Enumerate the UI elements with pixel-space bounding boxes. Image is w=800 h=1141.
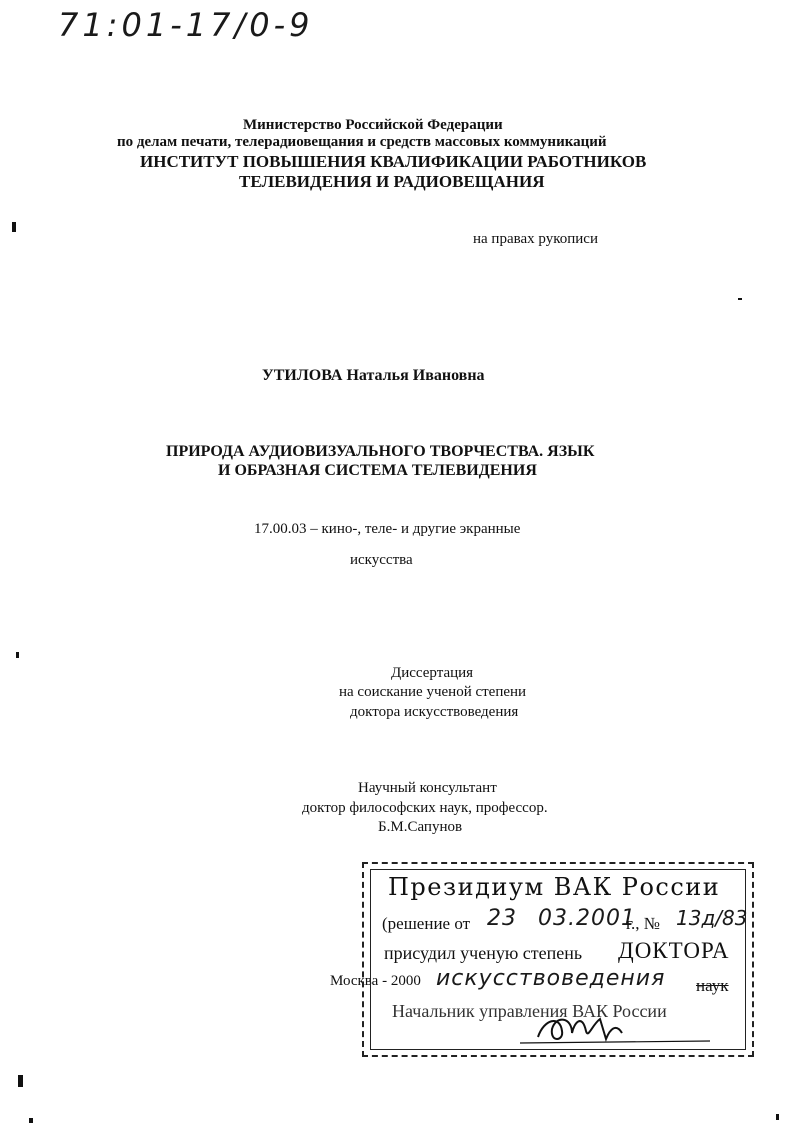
manuscript-rights: на правах рукописи: [473, 231, 598, 247]
degree-line-3: доктора искусствоведения: [350, 704, 519, 720]
degree-line-2: на соискание ученой степени: [339, 684, 527, 700]
institute-line-1: ИНСТИТУТ ПОВЫШЕНИЯ КВАЛИФИКАЦИИ РАБОТНИКОВ: [140, 152, 647, 171]
scan-speck: [776, 1114, 779, 1120]
stamp-decision-prefix: (решение от: [382, 914, 471, 933]
stamp-decision-date: 03.2001: [538, 906, 636, 931]
degree-line-1: Диссертация: [391, 665, 474, 681]
author-name: УТИЛОВА Наталья Ивановна: [262, 367, 485, 384]
stamp-decision-mid: г., №: [626, 914, 661, 933]
ministry-line-1: Министерство Российской Федерации: [243, 117, 503, 133]
stamp-degree: ДОКТОРА: [618, 938, 730, 963]
stamp-title: Президиум ВАК России: [388, 873, 721, 901]
scan-speck: [29, 1118, 33, 1123]
city-year: Москва - 2000: [330, 973, 421, 989]
consultant-label: Научный консультант: [358, 780, 497, 796]
stamp-awarded: присудил ученую степень: [384, 943, 583, 963]
stamp-signature: [510, 995, 720, 1050]
stamp-decision-number: 13д/83: [676, 906, 748, 930]
consultant-credentials: доктор философских наук, профессор.: [302, 800, 548, 816]
stamp-field-handwritten: искусствоведения: [436, 966, 666, 991]
stamp-decision-day: 23: [487, 906, 517, 931]
scan-speck: [738, 298, 742, 300]
institute-line-2: ТЕЛЕВИДЕНИЯ И РАДИОВЕЩАНИЯ: [239, 172, 545, 191]
stamp-head: Начальник управления ВАК России: [392, 1001, 667, 1021]
specialty-line-2: искусства: [350, 552, 413, 568]
dissertation-title-line-2: И ОБРАЗНАЯ СИСТЕМА ТЕЛЕВИДЕНИЯ: [218, 462, 537, 479]
dissertation-title-line-1: ПРИРОДА АУДИОВИЗУАЛЬНОГО ТВОРЧЕСТВА. ЯЗЫК: [166, 443, 595, 460]
scan-speck: [12, 222, 16, 232]
stamp-sciences: наук: [696, 976, 729, 995]
handwritten-reference: 71:01-17/0-9: [58, 6, 314, 44]
consultant-name: Б.М.Сапунов: [378, 819, 463, 835]
ministry-line-2: по делам печати, телерадиовещания и средств массовых коммуникаций: [117, 134, 607, 150]
specialty-line-1: 17.00.03 – кино-, теле- и другие экранные: [254, 521, 521, 537]
scan-speck: [16, 652, 19, 658]
scan-speck: [18, 1075, 23, 1087]
